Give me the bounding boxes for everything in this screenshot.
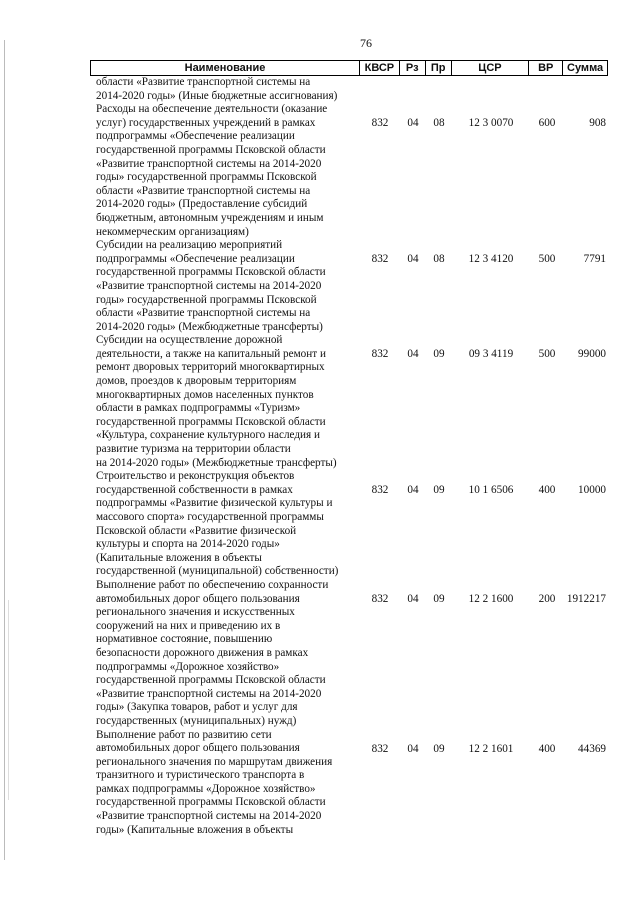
row-vr: 600 bbox=[538, 117, 556, 130]
row-rz: 04 bbox=[407, 348, 419, 361]
row-kvsr: 832 bbox=[371, 484, 389, 497]
row-vr: 200 bbox=[538, 592, 556, 605]
header-rz: Рз bbox=[400, 61, 426, 75]
row-kvsr: 832 bbox=[371, 253, 389, 266]
header-name: Наименование bbox=[91, 61, 360, 75]
row-kvsr: 832 bbox=[371, 348, 389, 361]
header-kvsr: КВСР bbox=[360, 61, 400, 75]
row-csr: 12 3 0070 bbox=[468, 117, 514, 130]
row-csr: 09 3 4119 bbox=[468, 348, 514, 361]
page-number: 76 bbox=[360, 36, 372, 50]
row-vr: 500 bbox=[538, 253, 556, 266]
table-row bbox=[90, 470, 608, 579]
table-row bbox=[90, 334, 608, 470]
table-header bbox=[90, 60, 608, 76]
row-pr: 09 bbox=[433, 742, 445, 755]
row-sum: 908 bbox=[589, 117, 606, 130]
row-sum: 10000 bbox=[578, 484, 606, 497]
row-csr: 12 2 1601 bbox=[468, 742, 514, 755]
row-sum: 1912217 bbox=[566, 592, 606, 605]
row-name: Расходы на обеспечение деятельности (оказание услуг) государственных учреждений в рамках подпрограммы «Обеспечение реализации государственной программы Псковской области «Развитие транспортной системы на 2014-2020 годы» государственной программы Псковской области «Развитие транспортной системы на 2014-2020 годы» (Предоставление субсидий бюджетным, автономным учреждениям и иным некоммерческим организациям) bbox=[96, 103, 328, 238]
continuation-row bbox=[90, 76, 608, 103]
row-kvsr: 832 bbox=[371, 742, 389, 755]
row-rz: 04 bbox=[407, 484, 419, 497]
row-rz: 04 bbox=[407, 253, 419, 266]
row-name: Выполнение работ по развитию сети автомобильных дорог общего пользования регионального значения по маршрутам движения транзитного и туристического транспорта в рамках подпрограммы «Дорожное хозяйство» государственной программы Псковской области «Развитие транспортной системы на 2014-2020 годы» (Капитальные вложения в объекты bbox=[96, 728, 333, 836]
row-pr: 09 bbox=[433, 592, 445, 605]
row-pr: 09 bbox=[433, 484, 445, 497]
row-sum: 44369 bbox=[578, 742, 606, 755]
row-name: Строительство и реконструкция объектов государственной собственности в рамках подпрограммы «Развитие физической культуры и массового спорта» государственной программы Псковской области «Развитие физической культуры и спорта на 2014-2020 годы» (Капитальные вложения в объекты государственной (муниципальной) собственности) bbox=[96, 470, 339, 578]
row-kvsr: 832 bbox=[371, 117, 389, 130]
row-name: области «Развитие транспортной системы на 2014-2020 годы» (Иные бюджетные ассигнования) bbox=[96, 76, 338, 102]
row-sum: 7791 bbox=[583, 253, 606, 266]
header-pr: Пр bbox=[426, 61, 452, 75]
table-body bbox=[90, 76, 608, 837]
table-row bbox=[90, 579, 608, 729]
row-vr: 500 bbox=[538, 348, 556, 361]
row-name: Субсидии на осуществление дорожной деятельности, а также на капитальный ремонт и ремонт дворовых территорий многоквартирных домов, проездов к дворовым территориям многоквартирных домов населенных пунктов области в рамках подпрограммы «Туризм» государственной программы Псковской области «Культура, сохранение культурного наследия и развитие туризма на территории области на 2014-2020 годы» (Межбюджетные трансферты) bbox=[96, 334, 337, 469]
row-kvsr: 832 bbox=[371, 592, 389, 605]
budget-table bbox=[90, 60, 608, 837]
header-csr: ЦСР bbox=[452, 61, 530, 75]
row-name: Субсидии на реализацию мероприятий подпрограммы «Обеспечение реализации государственной программы Псковской области «Развитие транспортной системы на 2014-2020 годы» государственной программы Псковской области «Развитие транспортной системы на 2014-2020 годы» (Межбюджетные трансферты) bbox=[96, 239, 326, 333]
row-pr: 09 bbox=[433, 348, 445, 361]
table-row bbox=[90, 729, 608, 838]
row-vr: 400 bbox=[538, 484, 556, 497]
row-rz: 04 bbox=[407, 117, 419, 130]
row-rz: 04 bbox=[407, 592, 419, 605]
row-pr: 08 bbox=[433, 117, 445, 130]
table-row bbox=[90, 239, 608, 334]
row-csr: 12 3 4120 bbox=[468, 253, 514, 266]
table-row bbox=[90, 103, 608, 239]
header-vr: ВР bbox=[529, 61, 563, 75]
row-vr: 400 bbox=[538, 742, 556, 755]
row-sum: 99000 bbox=[578, 348, 606, 361]
row-name: Выполнение работ по обеспечению сохранности автомобильных дорог общего пользования регионального значения и искусственных сооружений на них и приведению их в нормативное состояние, повышению безопасности дорожного движения в рамках подпрограммы «Дорожное хозяйство» государственной программы Псковской области «Развитие транспортной системы на 2014-2020 годы» (Закупка товаров, работ и услуг для государственных (муниципальных) нужд) bbox=[96, 578, 329, 727]
row-csr: 10 1 6506 bbox=[468, 484, 514, 497]
header-sum: Сумма bbox=[567, 62, 604, 74]
row-csr: 12 2 1600 bbox=[468, 592, 514, 605]
row-pr: 08 bbox=[433, 253, 445, 266]
row-rz: 04 bbox=[407, 742, 419, 755]
